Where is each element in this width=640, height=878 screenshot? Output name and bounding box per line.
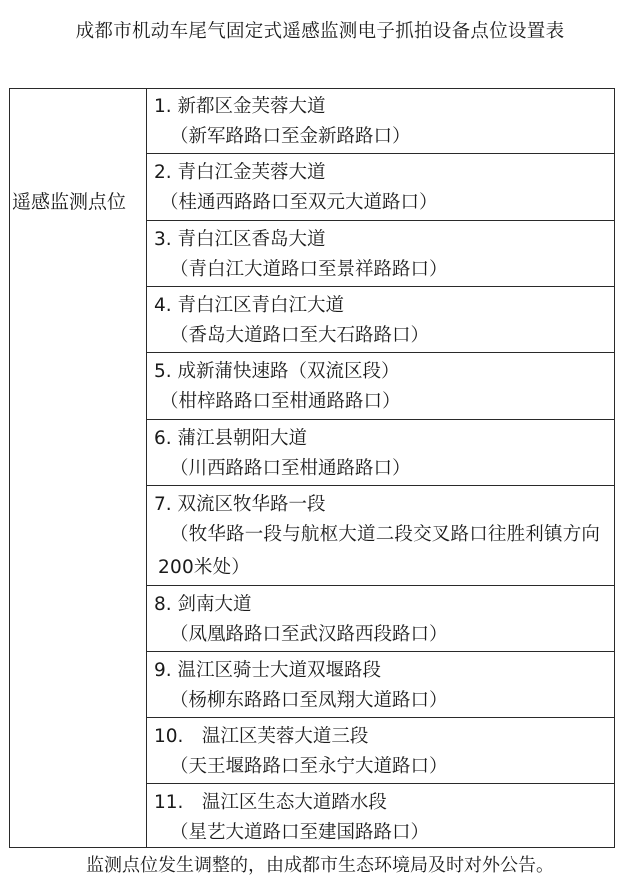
row-title: 1. 新都区金芙蓉大道 (154, 96, 326, 117)
row-title: 4. 青白江区青白江大道 (154, 295, 345, 316)
row-title: 11. 温江区生态大道踏水段 (154, 792, 387, 813)
row-detail: （星艺大道路口至建国路路口） (170, 822, 430, 843)
row-title: 8. 剑南大道 (154, 594, 252, 615)
row-title: 10. 温江区芙蓉大道三段 (154, 726, 369, 747)
row-detail: （桂通西路路口至双元大道路口） (160, 192, 438, 213)
table-row (146, 154, 615, 221)
row-title: 2. 青白江金芙蓉大道 (154, 162, 326, 183)
table-row (146, 420, 615, 486)
table-row (146, 784, 615, 848)
table-row (146, 287, 615, 353)
row-detail: （川西路路口至柑通路路口） (170, 458, 411, 479)
table-row (146, 88, 615, 154)
row-detail: （新军路路口至金新路路口） (170, 126, 411, 147)
row-title: 9. 温江区骑士大道双堰路段 (154, 660, 382, 681)
row-title: 3. 青白江区香岛大道 (154, 229, 326, 250)
table-row (146, 221, 615, 287)
row-detail: （牧华路一段与航枢大道二段交叉路口往胜利镇方向200米处） (158, 524, 601, 578)
row-detail: （青白江大道路口至景祥路路口） (170, 259, 448, 280)
row-title: 5. 成新蒲快速路（双流区段） (154, 361, 400, 382)
row-detail: （天王堰路路口至永宁大道路口） (170, 756, 448, 777)
row-title: 6. 蒲江县朝阳大道 (154, 428, 308, 449)
table-row (146, 353, 615, 420)
table-row (146, 486, 615, 586)
table-row (146, 652, 615, 718)
table-row (146, 718, 615, 784)
row-title: 7. 双流区牧华路一段 (154, 494, 326, 515)
label-cell: 遥感监测点位 (12, 191, 127, 213)
row-detail: （凤凰路路口至武汉路西段路口） (170, 624, 448, 645)
row-detail: （杨柳东路路口至凤翔大道路口） (170, 690, 448, 711)
page-title: 成都市机动车尾气固定式遥感监测电子抓拍设备点位设置表 (75, 21, 565, 42)
table-row (146, 586, 615, 652)
row-detail: （柑梓路路口至柑通路路口） (160, 391, 401, 412)
footnote: 监测点位发生调整的，由成都市生态环境局及时对外公告。 (86, 855, 554, 876)
row-detail: （香岛大道路口至大石路路口） (170, 325, 430, 346)
